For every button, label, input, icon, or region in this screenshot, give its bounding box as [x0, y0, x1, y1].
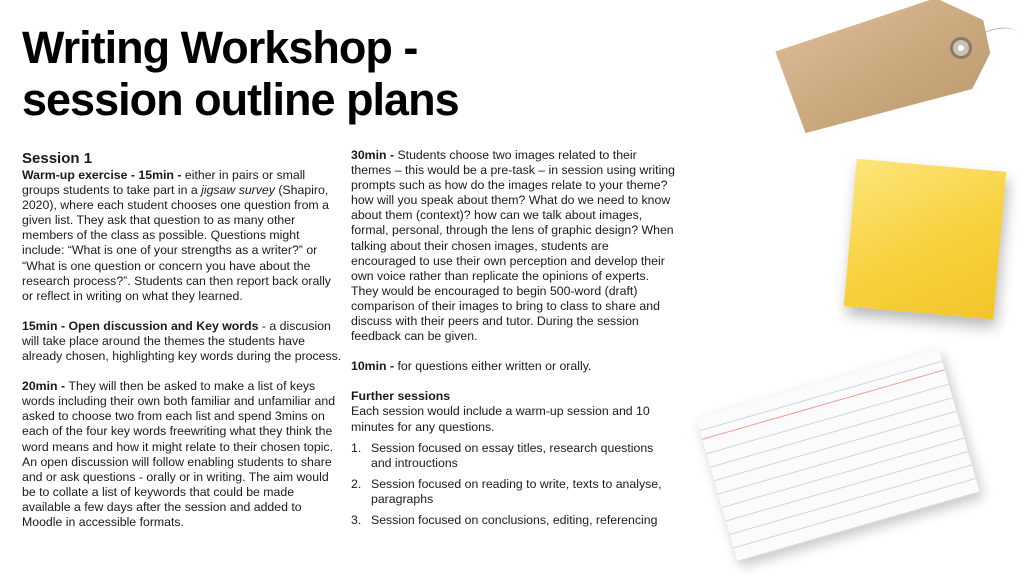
discussion-text: - a discusion will take place around the themes the students have already chosen, highlighting key words during the process. — [22, 318, 342, 364]
warmup-paragraph — [22, 168, 344, 304]
further-sessions-text: Each session would include a warm-up session and 10 minutes for any questions. — [351, 404, 650, 434]
discussion-paragraph — [22, 319, 344, 364]
page-title-line-1: Writing Workshop - — [22, 22, 418, 73]
index-card-image — [696, 348, 980, 562]
list-item-text: Session focused on essay titles, research questions and introuctions — [371, 440, 654, 470]
tag-eyelet-image — [950, 37, 972, 59]
list-item-text: Session focused on conclusions, editing, referencing — [371, 512, 658, 527]
sticky-note-image — [844, 159, 1006, 320]
keywords-label: 20min - — [22, 379, 69, 394]
warmup-text-a: either in pairs or small groups students to take part in a — [22, 168, 306, 198]
questions-text: for questions either written or orally. — [397, 359, 592, 374]
list-item-number: 1. — [351, 440, 362, 455]
images-text: Students choose two images related to their themes – this would be a pre-task – in session using writing prompts such as how do the images relate to your theme? how will you speak about them? What do we need to know about them (context)? how can we talk about images, formal, personal, through the lens of graphic design? When talking about their chosen images, students are encouraged to use their own perception and develop their own voice rather than replicate the opinions of experts. They would be encouraged to begin 500-word (draft) comparison of their images to bring to class to share and discuss with their peers and tutor. During the session feedback can be given. — [351, 148, 675, 344]
further-sessions-heading: Further sessions — [351, 389, 451, 404]
keywords-paragraph — [22, 379, 344, 530]
right-column — [351, 148, 676, 534]
list-item — [351, 513, 676, 528]
images-paragraph — [351, 148, 676, 344]
page-title-line-2: session outline plans — [22, 74, 459, 125]
left-column — [22, 150, 344, 530]
warmup-label: Warm-up exercise - 15min - — [22, 168, 185, 182]
warmup-text-b: (Shapiro, 2020), where each student chooses one question from a given list. They ask that question to as many other members of the class as possible. Questions might include: “What is one of your strengths as a writer?” or “What is one question or concern you have about the research process?”. Students can then report back orally or reflect in writing on what they learned. — [22, 183, 331, 303]
questions-paragraph — [351, 359, 676, 374]
page-title — [22, 22, 459, 126]
list-item-number: 2. — [351, 476, 362, 491]
images-label: 30min - — [351, 148, 398, 162]
list-item-number: 3. — [351, 512, 362, 527]
questions-label: 10min - — [351, 359, 398, 374]
list-item-text: Session focused on reading to write, texts to analyse, paragraphs — [371, 476, 662, 506]
list-item — [351, 441, 676, 471]
session-1-heading: Session 1 — [22, 150, 93, 167]
kraft-tag-image — [771, 0, 998, 136]
discussion-label: 15min - Open discussion and Key words — [22, 318, 259, 333]
list-item — [351, 477, 676, 507]
keywords-text: They will then be asked to make a list of keys words including their own both familiar and unfamiliar and asked to choose two from each list and spend 3mins on each of the four key words freewriting what they think the word means and how it might relate to their chosen topic. An open discussion will follow enabling students to share and or ask questions - orally or in writing. The aim would be to collate a list of keywords that could be made available a few days after the session and added to Moodle in accessible formats. — [22, 379, 336, 529]
warmup-italic: jigsaw survey — [201, 183, 275, 198]
further-sessions-list — [351, 441, 676, 528]
